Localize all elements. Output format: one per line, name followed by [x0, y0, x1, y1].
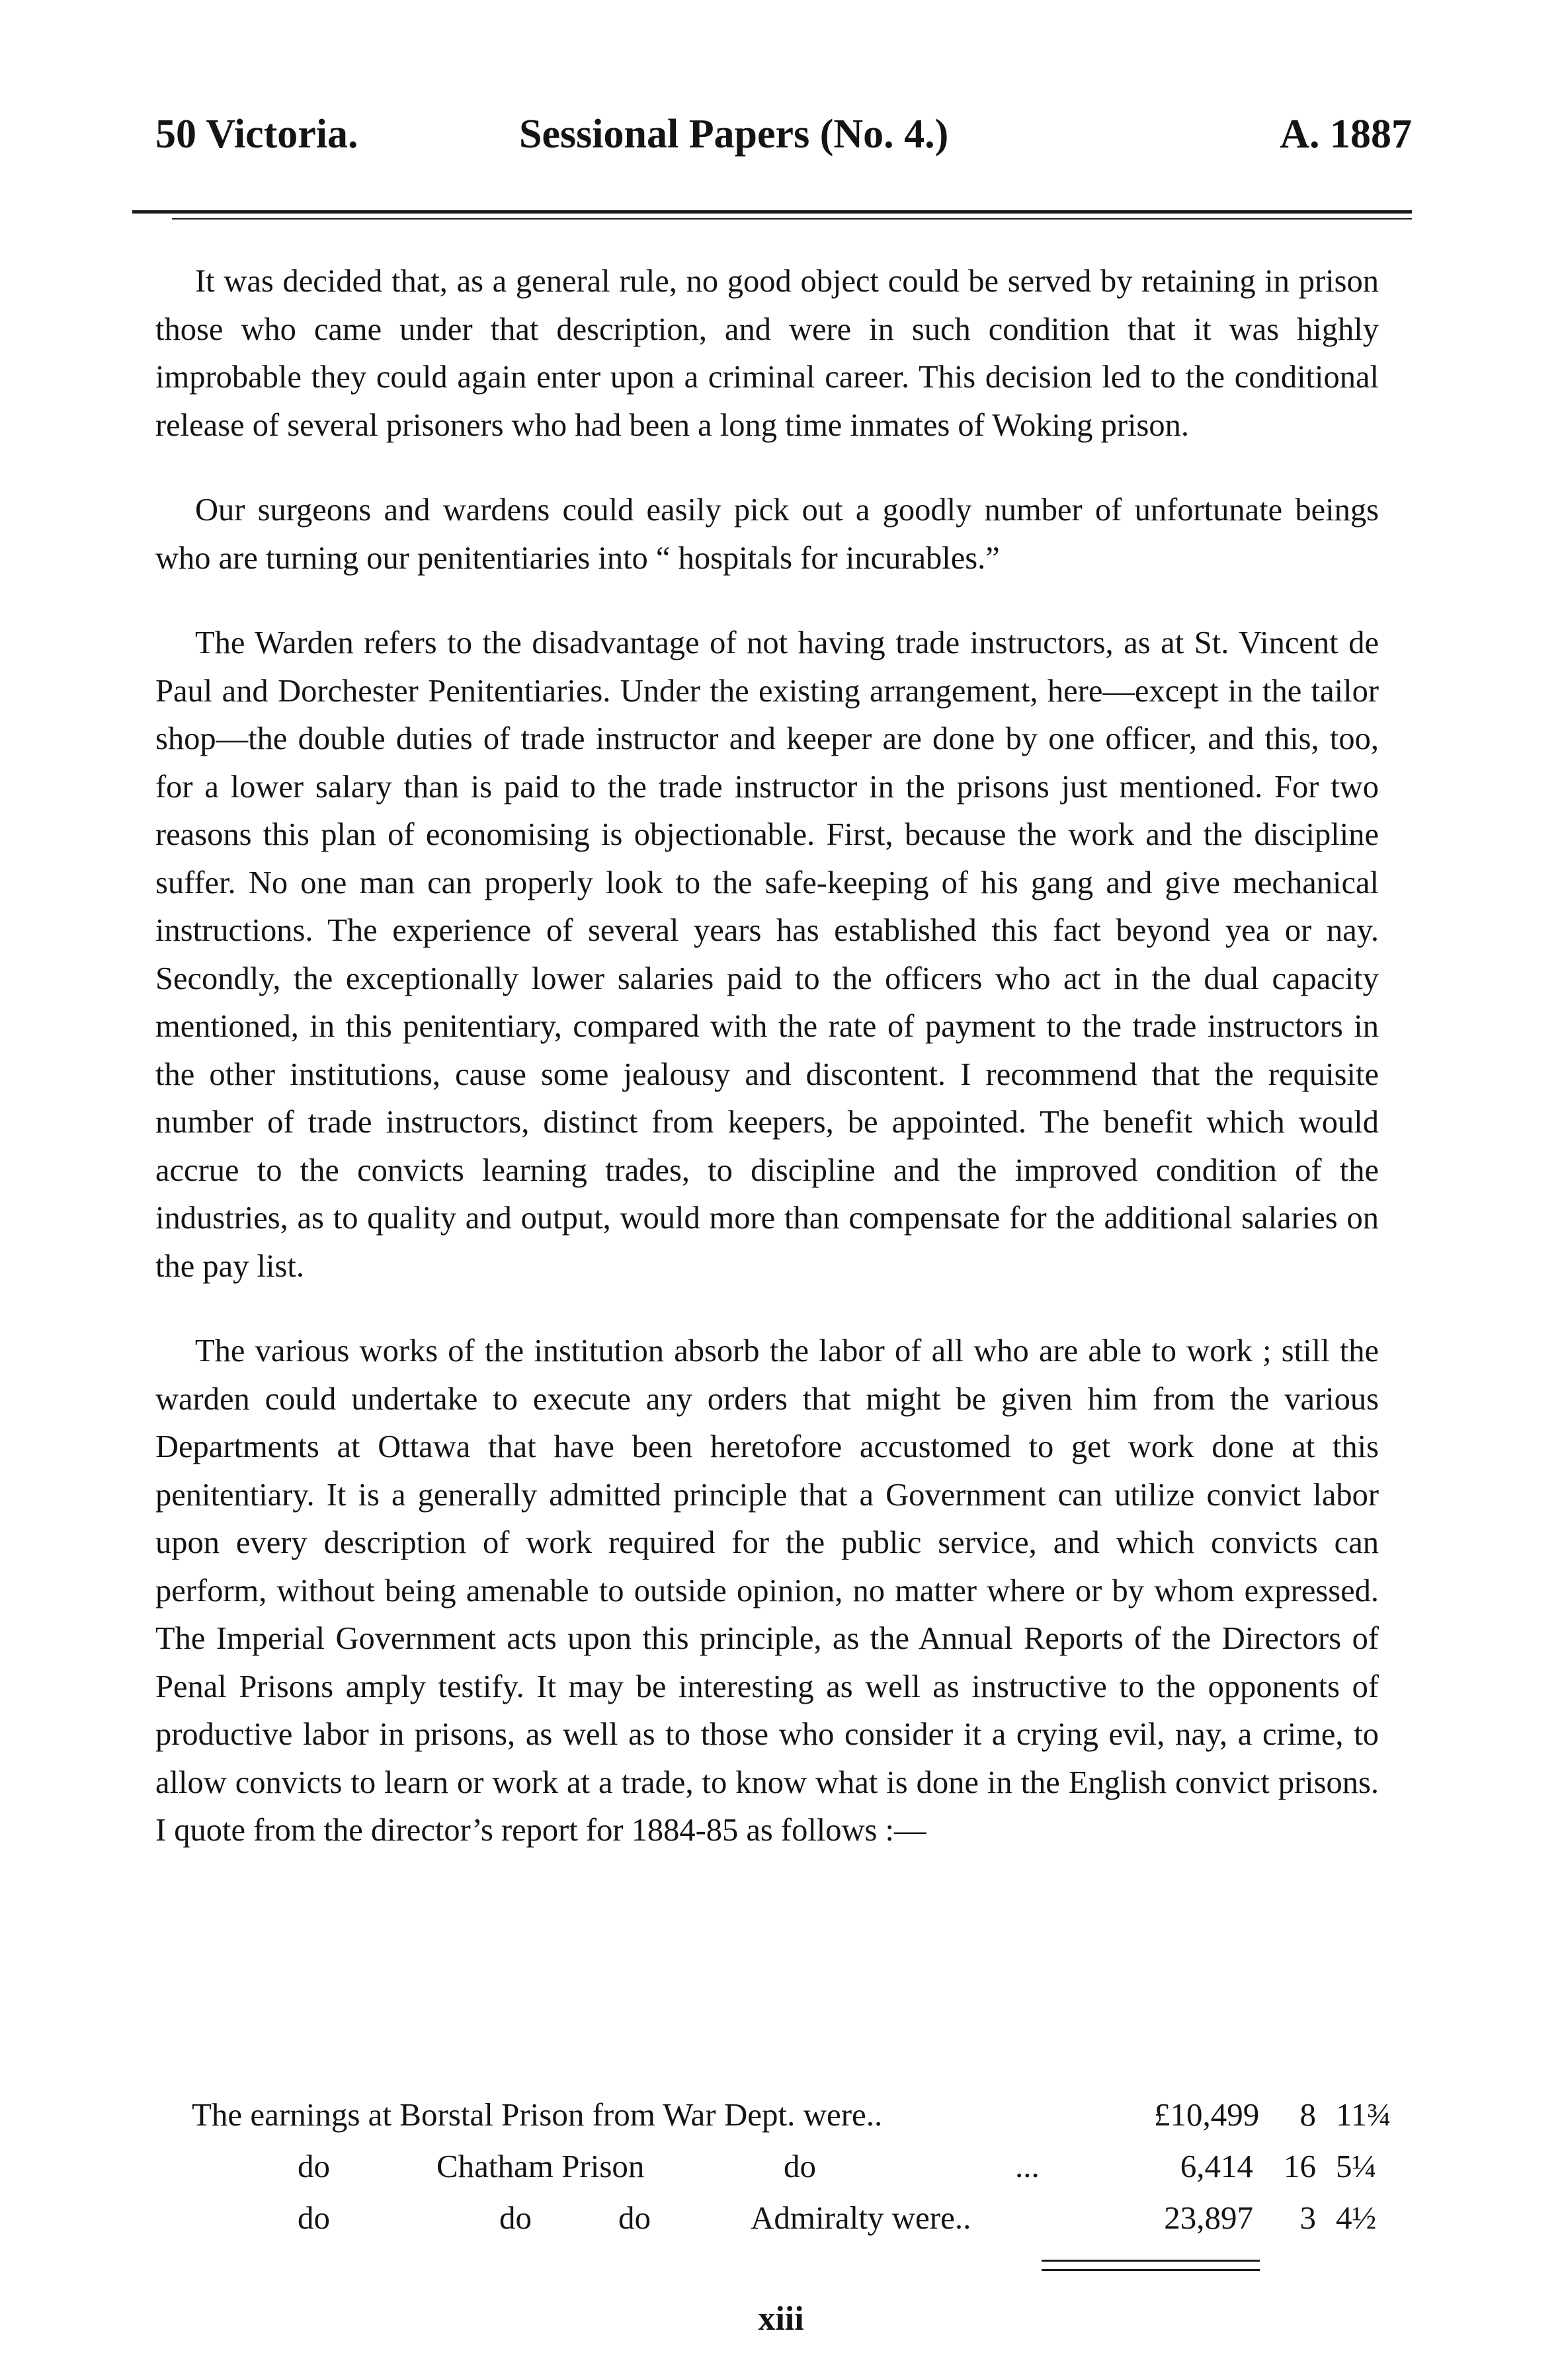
earnings-description: The earnings at Borstal Prison from War Dept. were..	[192, 2096, 883, 2133]
header-rule	[132, 210, 1412, 214]
total-rule	[1042, 2260, 1260, 2262]
earnings-row-chatham	[155, 2147, 1379, 2199]
earnings-row-borstal	[155, 2096, 1391, 2147]
earnings-pounds: 23,897	[1164, 2200, 1253, 2236]
paragraph-trade-instructors: The Warden refers to the disadvantage of not having trade instructors, as at St. Vincent de Paul and Dorchester Penitentiaries. Under the existing arrangement, here—except in the tailor shop—the double duties of trade instructor and keeper are done by one officer, and this, too, for a lower salary than is paid to the trade instructor in the prisons just mentioned. For two reasons this plan of economising is objectionable. First, because the work and the discipline suffer. No one man can properly look to the safe-keeping of his gang and give mechanical instructions. The experience of several years has established this fact beyond yea or nay. Secondly, the exceptionally lower salaries paid to the officers who act in the dual capacity mentioned, in this penitentiary, compared with the rate of payment to the trade instructors in the other institutions, cause some jealousy and discontent. I recommend that the requisite number of trade instructors, distinct from keepers, be appointed. The benefit which would accrue to the convicts learning trades, to discipline and the improved condition of the industries, as to quality and output, would more than compensate for the additional salaries on the pay list.	[155, 625, 1379, 1284]
page-number: xiii	[758, 2300, 804, 2338]
earnings-ditto: do	[499, 2200, 532, 2236]
body-text	[155, 258, 1379, 1892]
paragraph-release: It was decided that, as a general rule, no good object could be served by retaining in prison those who came under that description, and were in such condition that it was highly improbable they could again enter upon a criminal career. This decision led to the conditional release of several prisoners who had been a long time inmates of Woking prison.	[155, 264, 1379, 443]
header-year: A. 1887	[1280, 112, 1412, 157]
earnings-pence: 5¼	[1336, 2148, 1377, 2184]
page-header	[155, 111, 1412, 177]
earnings-pence: 11¾	[1336, 2096, 1391, 2133]
earnings-row-admiralty	[155, 2199, 1379, 2250]
header-title: Sessional Papers (No. 4.)	[519, 112, 949, 157]
paragraph-convict-labor: The various works of the institution absorb the labor of all who are able to work ; still the warden could undertake to execute any orders that might be given him from the various Departments at Ottawa that have been heretofore accustomed to get work done at this penitentiary. It is a generally admitted principle that a Government can utilize convict labor upon every description of work required for the public service, and which convicts can perform, without being amenable to outside opinion, no matter where or by whom expressed. The Imperial Government acts upon this principle, as the Annual Reports of the Directors of Penal Prisons amply testify. It may be interesting as well as instructive to the opponents of productive labor in prisons, as well as to those who consider it a crying evil, nay, a crime, to allow convicts to learn or work at a trade, to know what is done in the English convict prisons. I quote from the director’s report for 1884-85 as follows :—	[155, 1333, 1379, 1848]
earnings-shillings: 3	[1299, 2200, 1316, 2236]
earnings-pounds: 6,414	[1180, 2148, 1253, 2184]
earnings-table	[155, 2096, 1391, 2250]
header-session: 50 Victoria.	[155, 112, 358, 157]
paragraph-incurables: Our surgeons and wardens could easily pick out a goodly number of unfortunate beings who are turning our penitentiaries into “ hospitals for incurables.”	[155, 493, 1379, 576]
earnings-ditto: do	[784, 2148, 816, 2184]
earnings-ditto: do	[618, 2200, 651, 2236]
earnings-shillings: 16	[1284, 2148, 1316, 2184]
earnings-pence: 4½	[1336, 2200, 1377, 2236]
earnings-pounds: £10,499	[1154, 2096, 1260, 2133]
earnings-ditto: do	[298, 2200, 330, 2236]
earnings-leader: ...	[1015, 2148, 1040, 2184]
header-rule-thin	[172, 218, 1412, 219]
earnings-admiralty: Admiralty were..	[751, 2200, 971, 2236]
earnings-prison: Chatham Prison	[436, 2148, 645, 2184]
total-rule-second	[1042, 2269, 1260, 2271]
earnings-ditto: do	[298, 2148, 330, 2184]
earnings-shillings: 8	[1299, 2096, 1316, 2133]
